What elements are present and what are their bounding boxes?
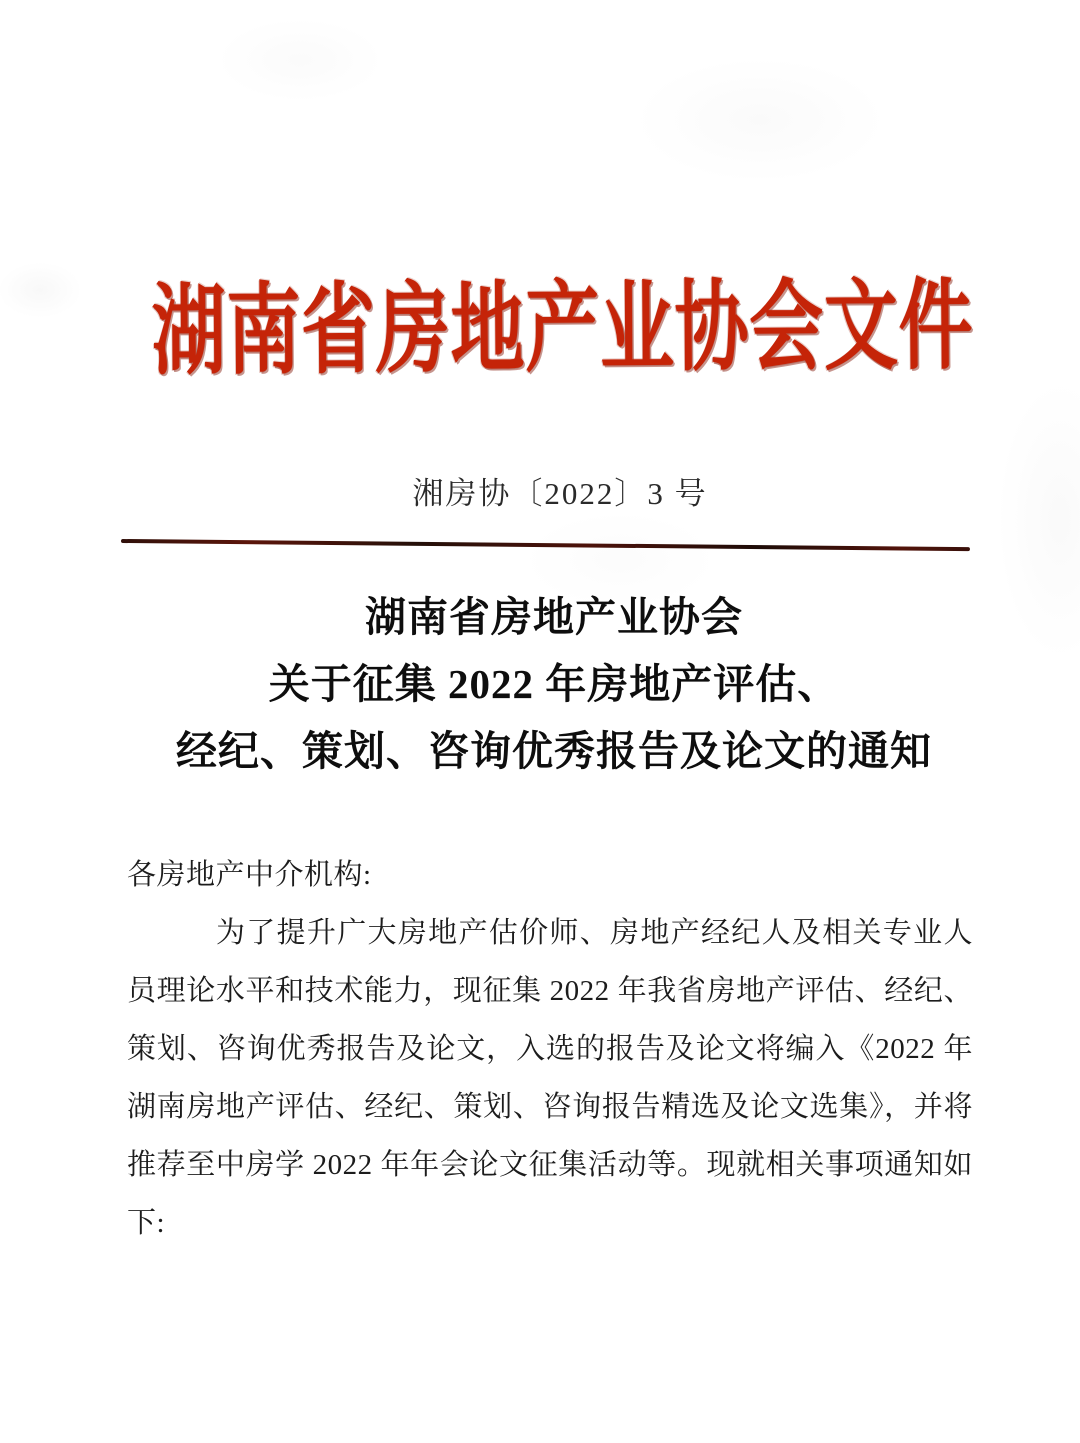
salutation: 各房地产中介机构:	[127, 859, 372, 891]
letterhead-banner	[0, 252, 1080, 389]
notice-body	[127, 846, 973, 1252]
body-paragraph: 为了提升广大房地产估价师、房地产经纪人及相关专业人员理论水平和技术能力，现征集 2022 年我省房地产评估、经纪、策划、咨询优秀报告及论文，入选的报告及论文将编入《2022 年湖南房地产评估、经纪、策划、咨询报告精选及论文选集》，并将推荐至中房学 2022 年年会论文征集活动等。现就相关事项通知如下:	[127, 917, 973, 1239]
red-separator-rule	[121, 539, 970, 551]
notice-title-line-2: 关于征集 2022 年房地产评估、	[268, 661, 840, 707]
notice-title-line-1: 湖南省房地产业协会	[365, 594, 743, 640]
document-number: 湘房协〔2022〕3 号	[412, 476, 708, 511]
notice-title	[0, 584, 1080, 785]
document-number-row	[0, 468, 1080, 513]
notice-title-line-3: 经纪、策划、咨询优秀报告及论文的通知	[176, 728, 932, 774]
letterhead-title: 湖南省房地产业协会文件	[150, 270, 974, 387]
